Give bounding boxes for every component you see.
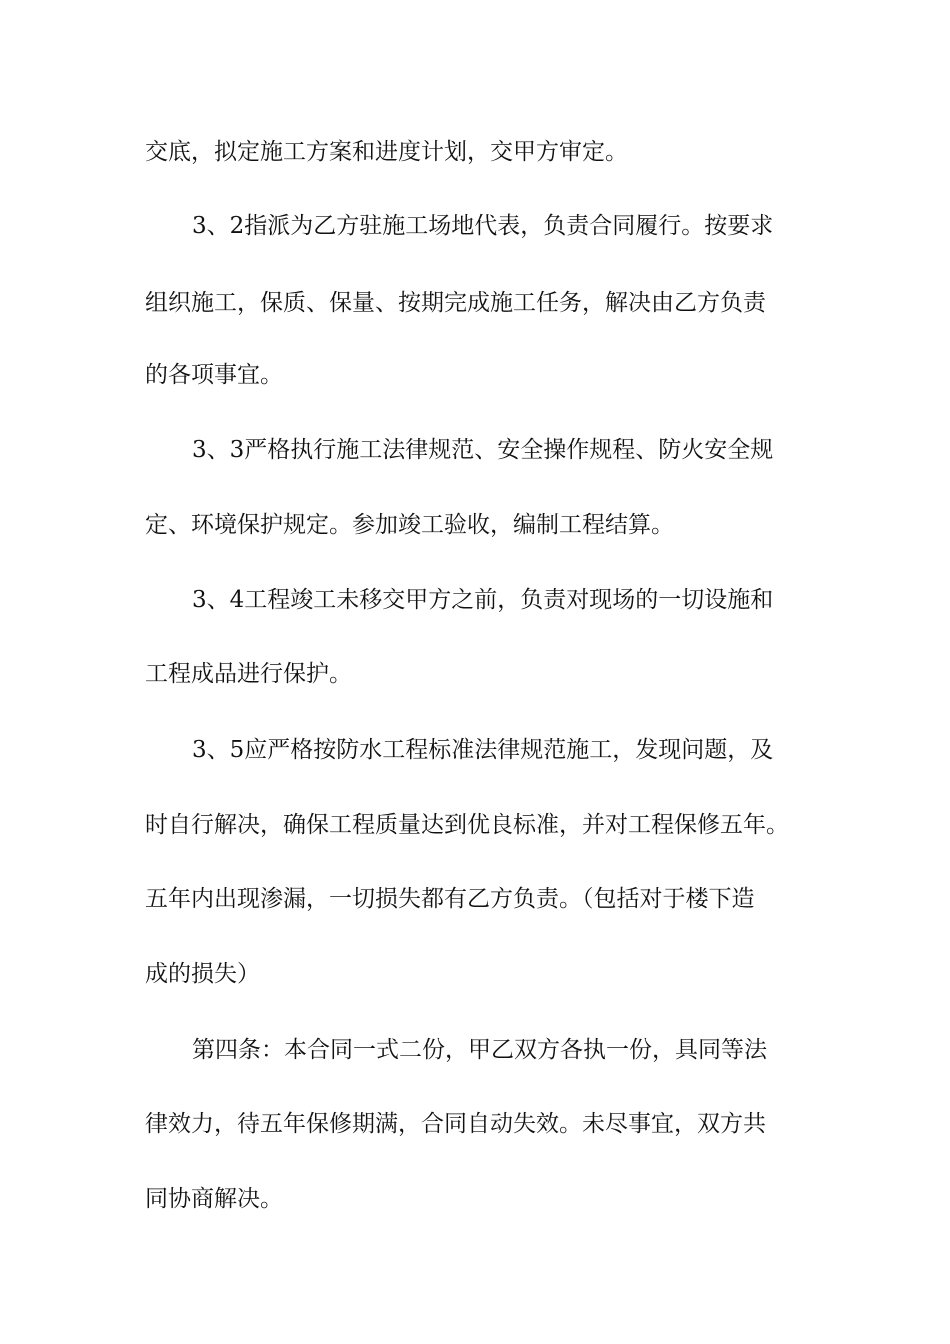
text-line: 第四条：本合同一式二份，甲乙双方各执一份，具同等法	[192, 1037, 767, 1063]
text-line: 成的损失）	[145, 961, 260, 987]
text-line: 工程成品进行保护。	[145, 661, 352, 687]
text-line: 组织施工，保质、保量、按期完成施工任务，解决由乙方负责	[145, 290, 766, 316]
text-line: 时自行解决，确保工程质量达到优良标准，并对工程保修五年。	[145, 812, 789, 838]
text-line: 的各项事宜。	[145, 362, 283, 388]
text-line: 律效力，待五年保修期满，合同自动失效。未尽事宜，双方共	[145, 1111, 766, 1137]
text-line: 3、4工程竣工未移交甲方之前，负责对现场的一切设施和	[192, 587, 774, 613]
text-line: 3、3严格执行施工法律规范、安全操作规程、防火安全规	[192, 437, 774, 463]
text-line: 同协商解决。	[145, 1186, 283, 1212]
text-line: 定、环境保护规定。参加竣工验收，编制工程结算。	[145, 512, 674, 538]
text-line: 五年内出现渗漏，一切损失都有乙方负责。（包括对于楼下造	[145, 886, 755, 912]
text-line: 3、5应严格按防水工程标准法律规范施工，发现问题，及	[192, 737, 774, 763]
text-line: 交底，拟定施工方案和进度计划，交甲方审定。	[145, 139, 628, 165]
text-line: 3、2指派为乙方驻施工场地代表，负责合同履行。按要求	[192, 213, 774, 239]
